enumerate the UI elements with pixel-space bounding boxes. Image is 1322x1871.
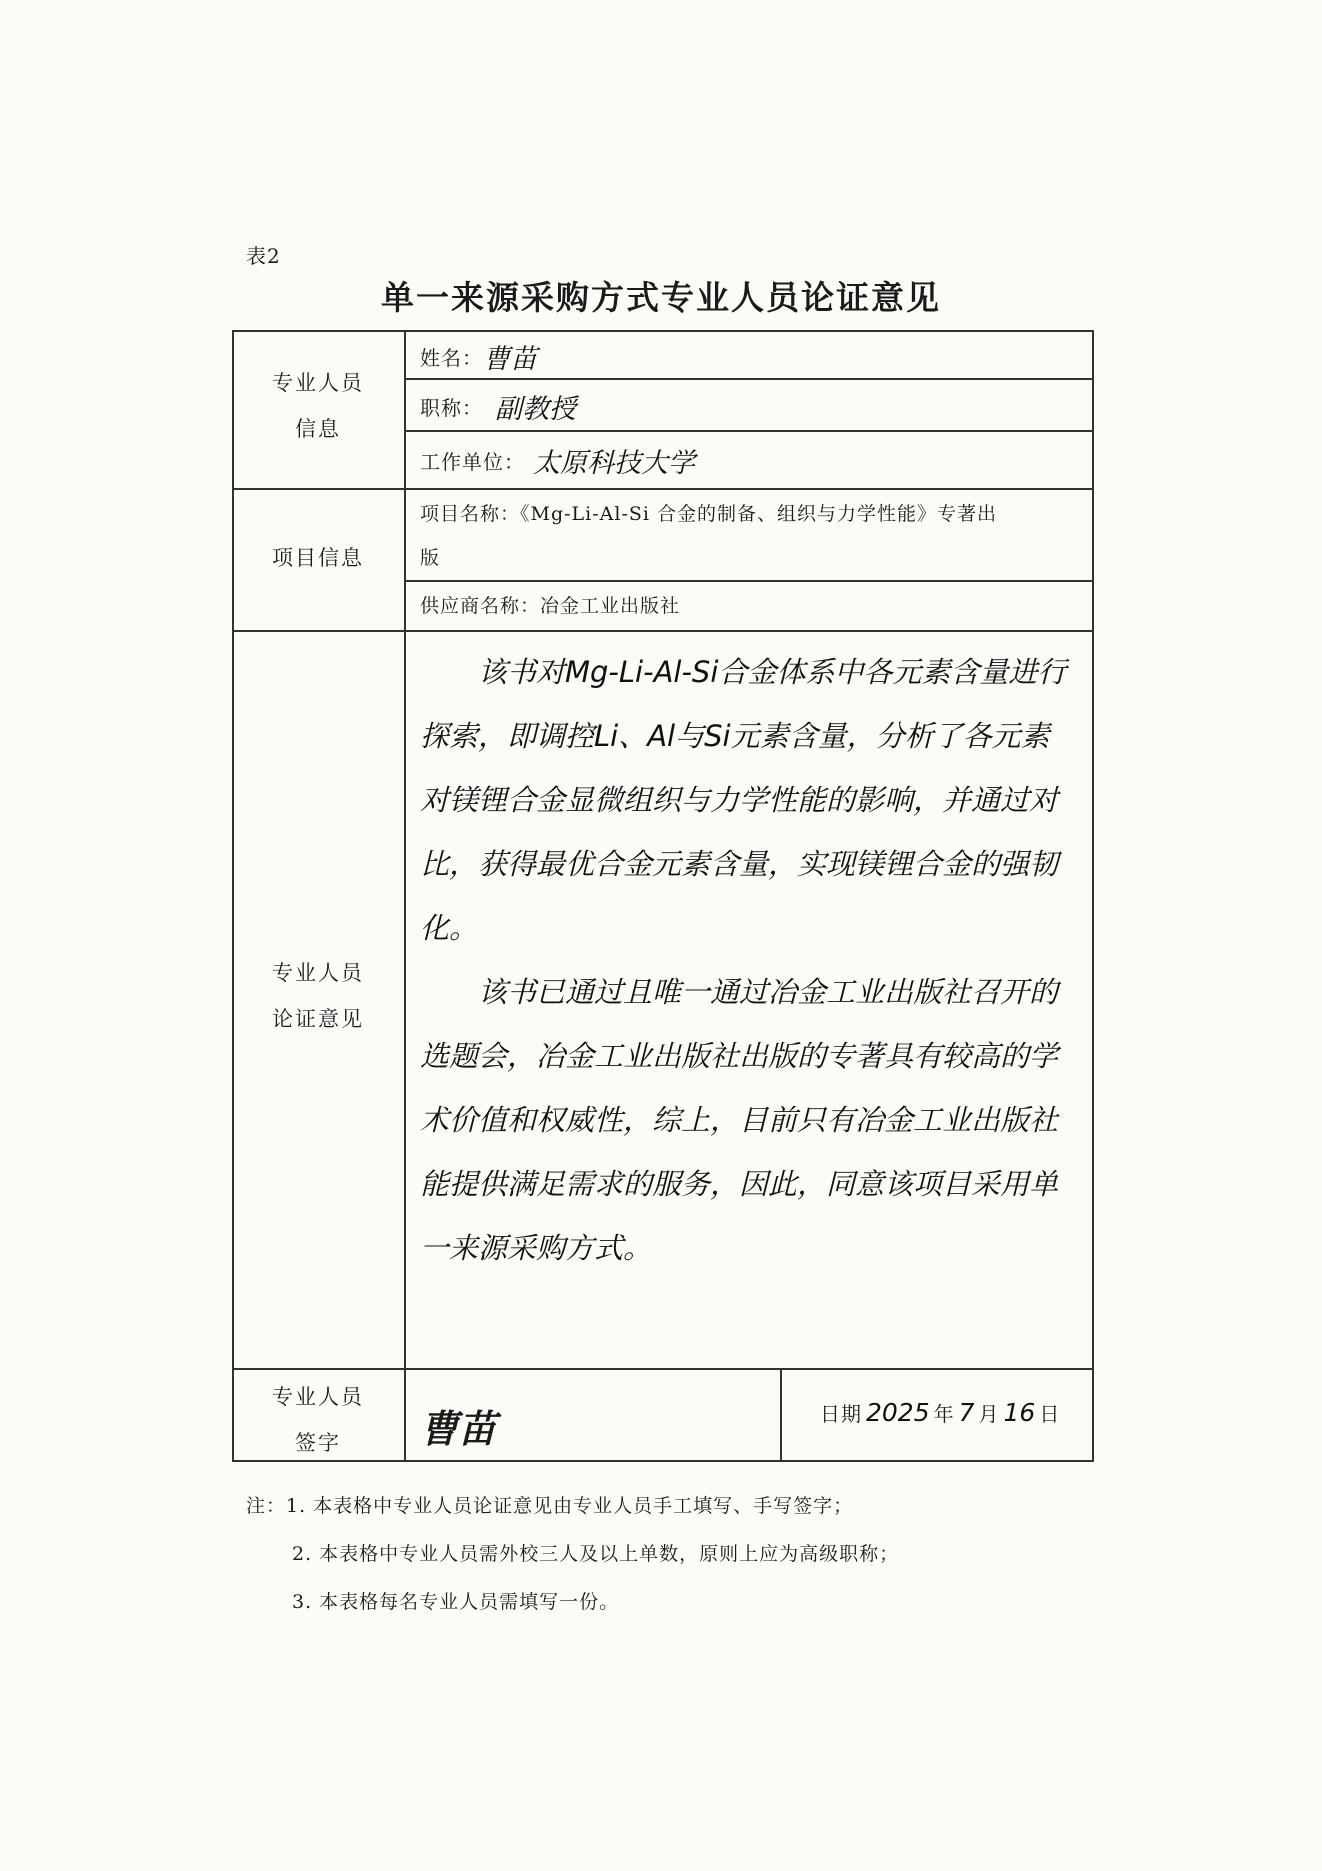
date-month-unit: 月 bbox=[978, 1402, 1000, 1426]
note-1: 注：1. 本表格中专业人员论证意见由专业人员手工填写、手写签字； bbox=[246, 1495, 854, 1517]
title-value: 副教授 bbox=[495, 393, 576, 425]
signature-label bbox=[234, 1374, 402, 1466]
opinion-label-line2: 论证意见 bbox=[272, 1007, 364, 1031]
expert-info-label-line2: 信息 bbox=[295, 417, 341, 441]
expert-info-label bbox=[234, 360, 402, 452]
date-label: 日期 bbox=[820, 1402, 862, 1426]
date-year-unit: 年 bbox=[933, 1402, 955, 1426]
name-label: 姓名： bbox=[420, 345, 483, 370]
date-day: 16 bbox=[1003, 1398, 1036, 1427]
project-info-label bbox=[234, 535, 402, 581]
notes bbox=[246, 1482, 899, 1626]
date-year: 2025 bbox=[866, 1398, 930, 1427]
title-label: 职称： bbox=[420, 395, 483, 420]
signature-label-line1: 专业人员 bbox=[272, 1385, 364, 1409]
opinion-paragraph-2: 该书已通过且唯一通过冶金工业出版社召开的选题会，冶金工业出版社出版的专著具有较高的学术价值和权威性，综上，目前只有冶金工业出版社能提供满足需求的服务，因此，同意该项目采用单一来源采购方式。 bbox=[420, 975, 1059, 1265]
employer-row bbox=[420, 432, 695, 488]
signature: 曹苗 bbox=[420, 1407, 497, 1451]
column-divider bbox=[404, 332, 406, 1460]
opinion-paragraph-1: 该书对Mg-Li-Al-Si合金体系中各元素含量进行探索，即调控Li、Al与Si元素含量，分析了各元素对镁锂合金显微组织与力学性能的影响，并通过对比，获得最优合金元素含量，实现镁锂合金的强韧化。 bbox=[420, 655, 1067, 945]
supplier-row bbox=[420, 580, 680, 628]
name-value: 曹苗 bbox=[483, 343, 537, 375]
date-month: 7 bbox=[958, 1398, 975, 1427]
note-3: 3. 本表格每名专业人员需填写一份。 bbox=[292, 1591, 620, 1613]
project-name-line1: 项目名称：《Mg-Li-Al-Si 合金的制备、组织与力学性能》专著出 bbox=[420, 502, 998, 525]
row-separator-opinion bbox=[234, 1368, 1092, 1370]
name-row bbox=[420, 334, 537, 378]
note-2: 2. 本表格中专业人员需外校三人及以上单数，原则上应为高级职称； bbox=[292, 1543, 900, 1565]
opinion-label-line1: 专业人员 bbox=[272, 961, 364, 985]
signature-label-line2: 签字 bbox=[295, 1431, 341, 1455]
project-info-label-line: 项目信息 bbox=[272, 546, 364, 570]
date-field bbox=[820, 1398, 1060, 1427]
date-divider bbox=[780, 1370, 782, 1460]
supplier-value: 供应商名称：冶金工业出版社 bbox=[420, 594, 681, 617]
project-name-row bbox=[420, 490, 997, 534]
employer-value: 太原科技大学 bbox=[533, 447, 695, 479]
employer-label: 工作单位： bbox=[420, 449, 525, 474]
expert-info-label-line1: 专业人员 bbox=[272, 371, 364, 395]
title-row bbox=[420, 380, 576, 432]
row-separator-project bbox=[234, 630, 1092, 632]
project-name-row-cont bbox=[420, 534, 440, 578]
opinion-text bbox=[420, 640, 1070, 1280]
date-day-unit: 日 bbox=[1039, 1402, 1061, 1426]
document-title: 单一来源采购方式专业人员论证意见 bbox=[381, 278, 941, 317]
project-name-line2: 版 bbox=[420, 546, 441, 569]
table-number: 表2 bbox=[246, 244, 281, 268]
opinion-label bbox=[234, 950, 402, 1042]
